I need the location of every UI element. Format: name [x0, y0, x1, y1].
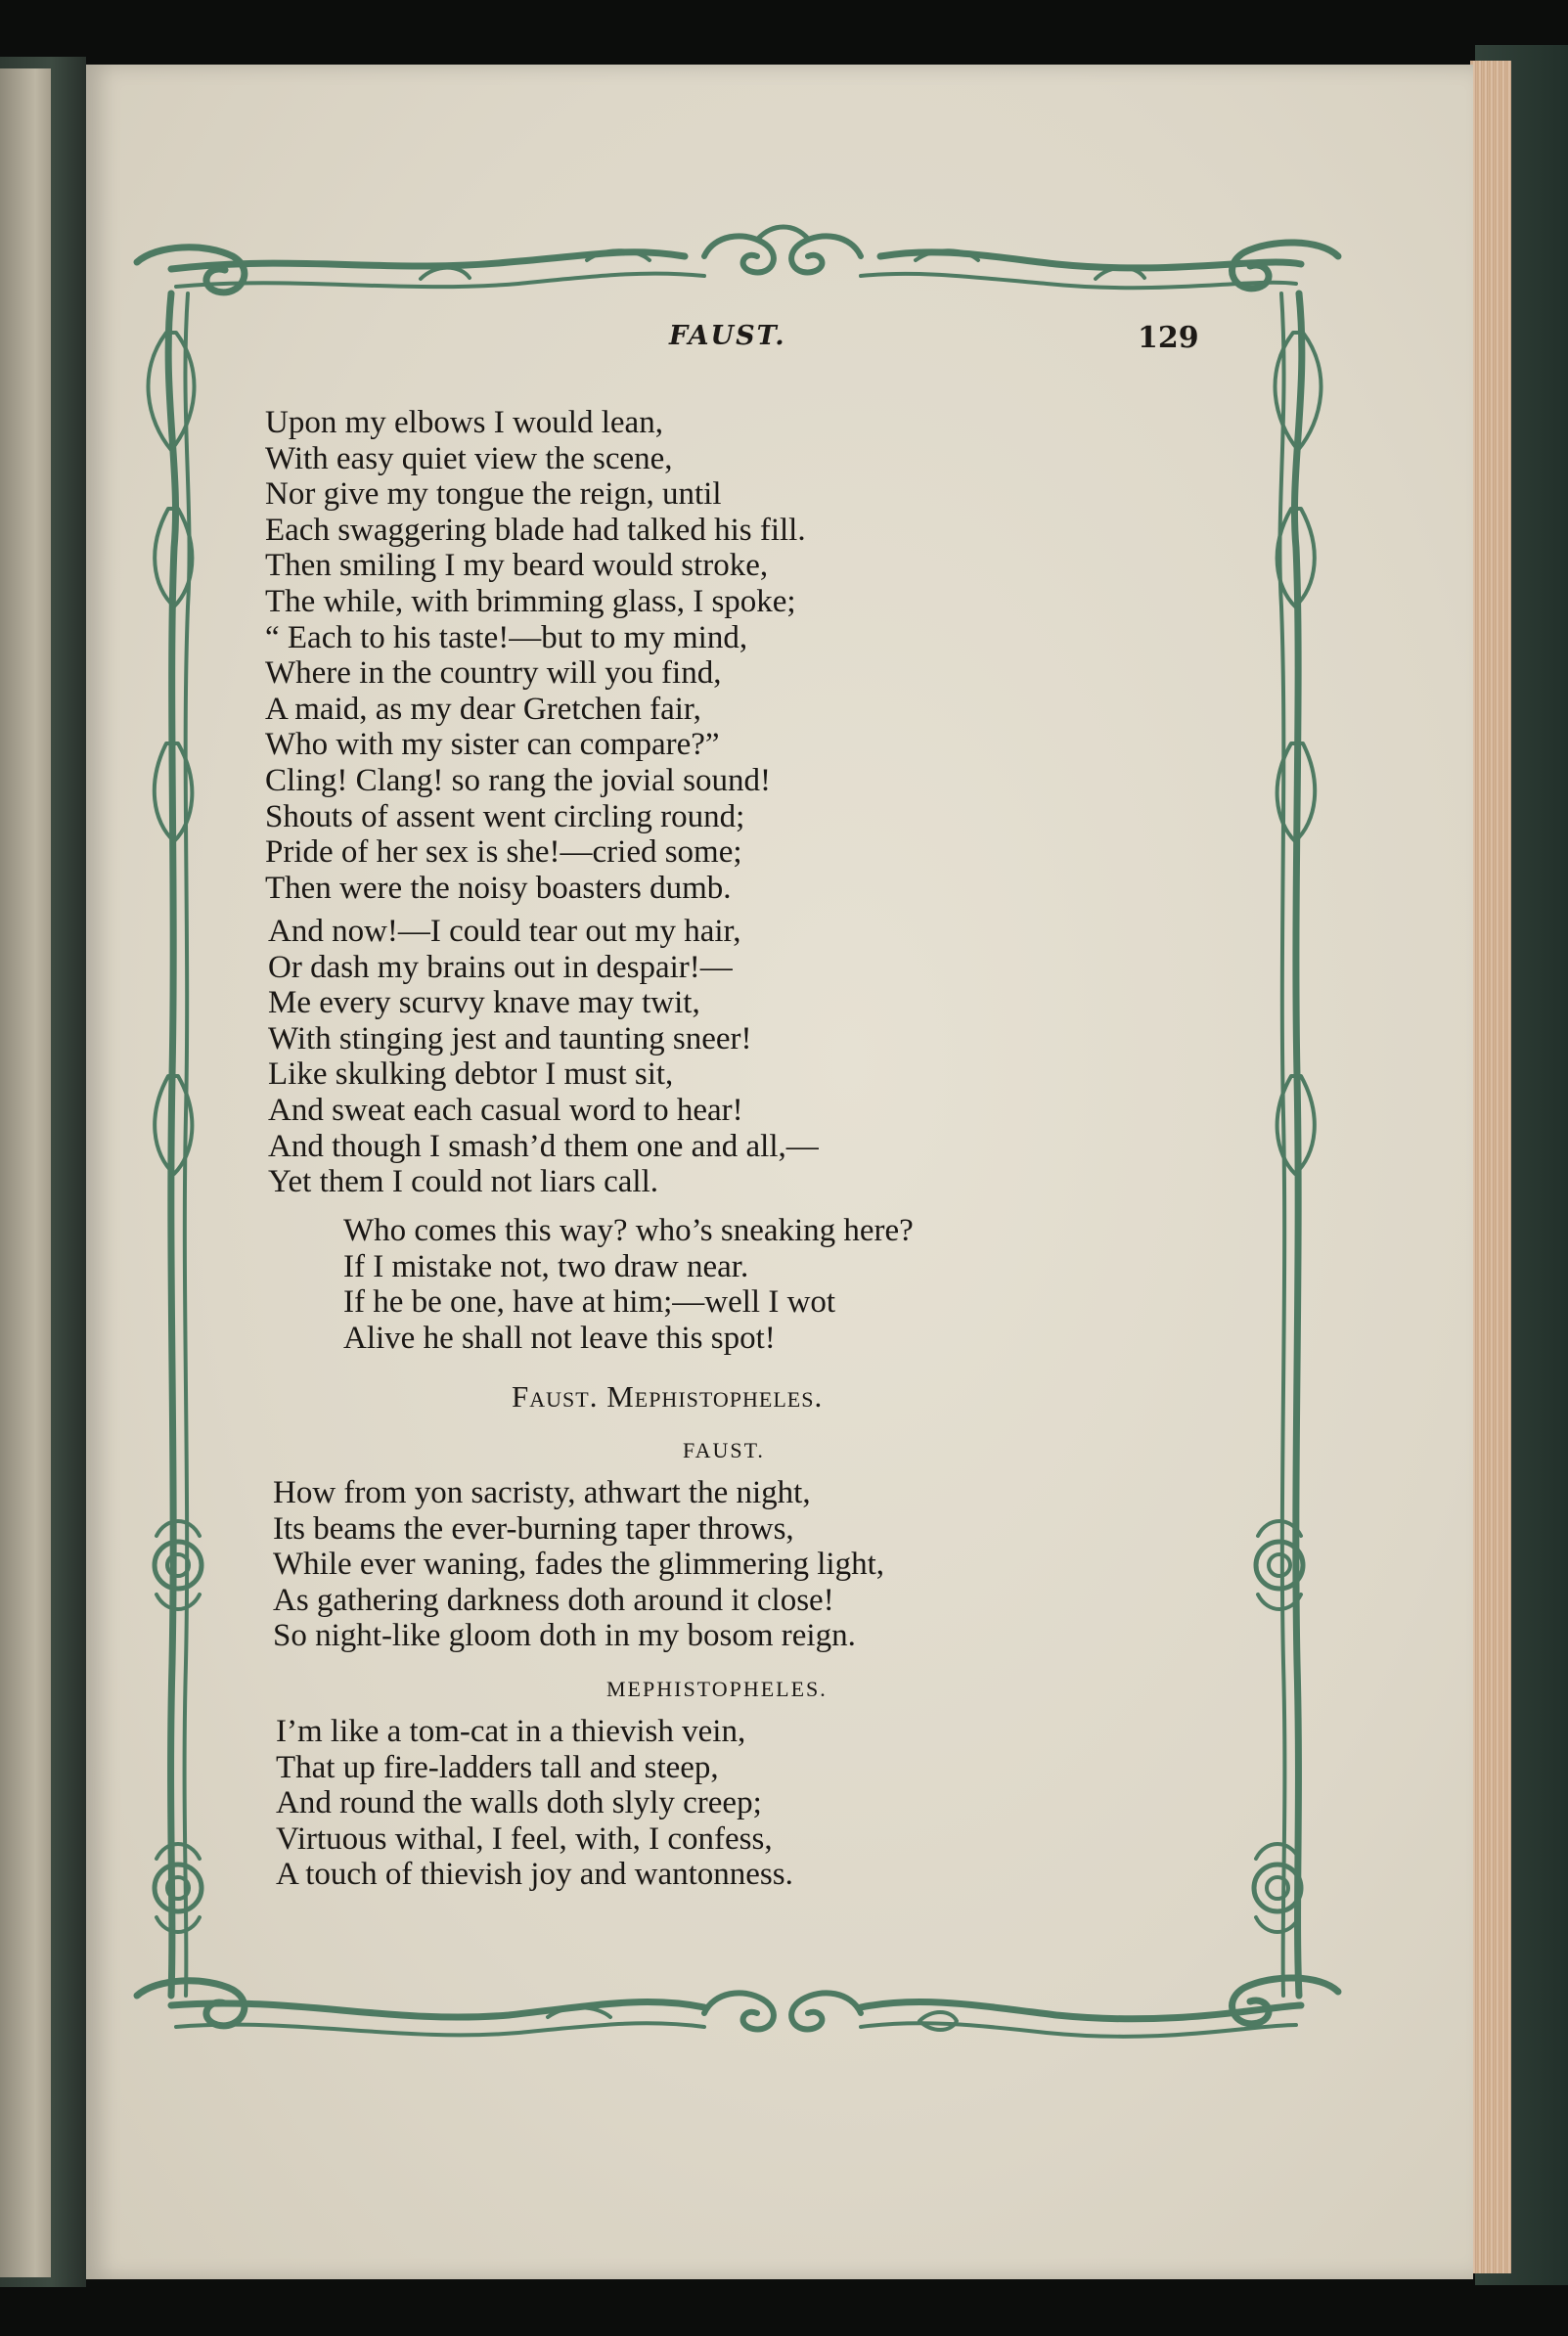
verse-line: And sweat each casual word to hear! [268, 1092, 743, 1128]
verse-line: Where in the country will you find, [265, 655, 722, 692]
verse-line: That up fire-ladders tall and steep, [276, 1749, 719, 1785]
speech-mephistopheles [276, 1714, 793, 1893]
verse-line: Virtuous withal, I feel, with, I confess, [276, 1820, 773, 1857]
verse-line: Me every scurvy knave may twit, [268, 985, 700, 1021]
verse-line: I’m like a tom-cat in a thievish vein, [276, 1714, 746, 1749]
verse-line: Nor give my tongue the reign, until [265, 476, 722, 513]
verse-line: How from yon sacristy, athwart the night, [273, 1475, 811, 1510]
verse-line: And now!—I could tear out my hair, [268, 914, 741, 949]
verse-line: So night-like gloom doth in my bosom reign. [273, 1618, 856, 1654]
verse-line: Or dash my brains out in despair!— [268, 949, 733, 985]
verse-line: “ Each to his taste!—but to my mind, [265, 619, 748, 655]
verse-line: While ever waning, fades the glimmering light, [273, 1547, 884, 1583]
verse-line: Each swaggering blade had talked his fill. [265, 512, 806, 548]
scene-heading: Faust. Mephistopheles. [512, 1379, 824, 1414]
verse-line: With stinging jest and taunting sneer! [268, 1020, 752, 1056]
verse-line: Like skulking debtor I must sit, [268, 1056, 674, 1093]
verse-line: Then smiling I my beard would stroke, [265, 548, 769, 584]
page-edges [1470, 61, 1511, 2273]
verse-line: Pride of her sex is she!—cried some; [265, 834, 742, 871]
verse-line: Alive he shall not leave this spot! [343, 1320, 776, 1356]
verse-line: Cling! Clang! so rang the jovial sound! [265, 762, 771, 798]
verse-line: A touch of thievish joy and wantonness. [276, 1857, 793, 1893]
stanza-2 [268, 914, 819, 1200]
verse-line: As gathering darkness doth around it close! [273, 1582, 834, 1618]
verse-line: Shouts of assent went circling round; [265, 798, 745, 834]
stanza-1 [265, 405, 806, 906]
verse-line: Yet them I could not liars call. [268, 1164, 658, 1200]
speaker-name: MEPHISTOPHELES. [606, 1677, 828, 1701]
verse-line: Who comes this way? who’s sneaking here? [343, 1213, 914, 1248]
verse-line: Who with my sister can compare?” [265, 727, 720, 763]
running-title: FAUST. [669, 321, 786, 351]
speaker-name: FAUST. [683, 1438, 765, 1462]
stanza-3 [343, 1213, 914, 1356]
verse-line: Then were the noisy boasters dumb. [265, 870, 732, 906]
verse-line: If he be one, have at him;—well I wot [343, 1284, 836, 1321]
previous-page-edge [0, 68, 51, 2277]
verse-line: If I mistake not, two draw near. [343, 1248, 749, 1284]
verse-line: And round the walls doth slyly creep; [276, 1785, 762, 1821]
verse-line: A maid, as my dear Gretchen fair, [265, 691, 701, 727]
verse-line: With easy quiet view the scene, [265, 440, 673, 476]
verse-line: Upon my elbows I would lean, [265, 405, 663, 440]
page-number: 129 [1138, 321, 1199, 355]
verse-line: The while, with brimming glass, I spoke; [265, 583, 796, 619]
verse-line: And though I smash’d them one and all,— [268, 1128, 819, 1164]
speech-faust [273, 1475, 884, 1654]
verse-line: Its beams the ever-burning taper throws, [273, 1510, 794, 1547]
